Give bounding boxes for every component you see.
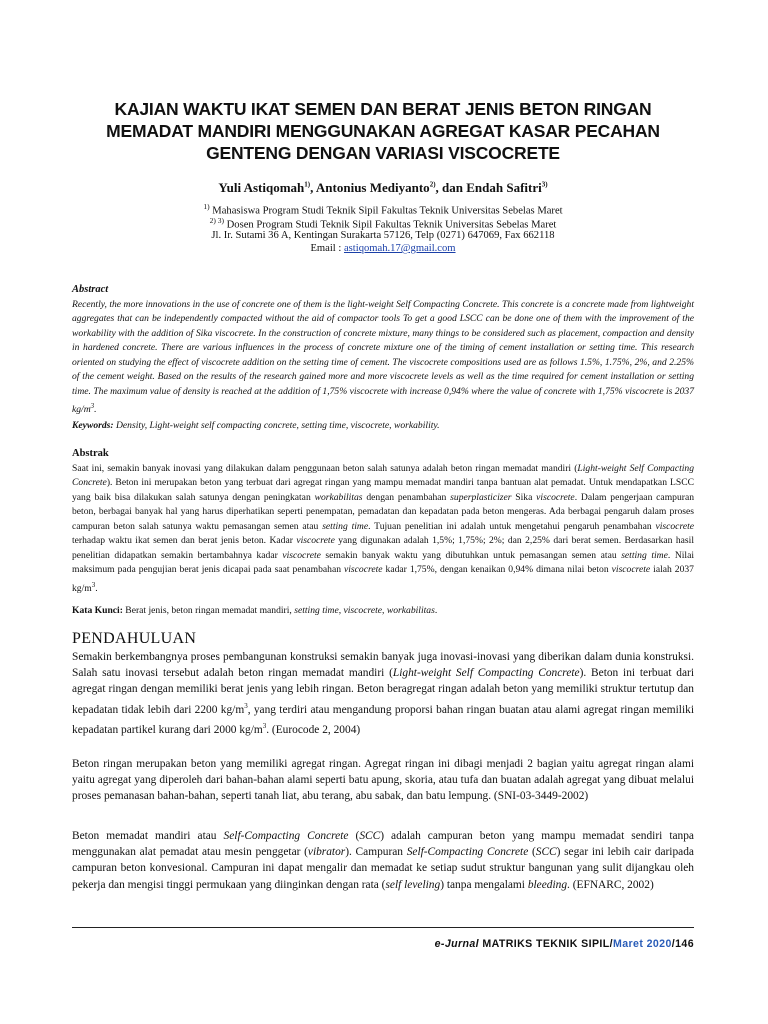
aff-text: Dosen Program Studi Teknik Sipil Fakultas Teknik Universitas Sebelas Maret (226, 219, 557, 231)
aff-text: Mahasiswa Program Studi Teknik Sipil Fakultas Teknik Universitas Sebelas Maret (212, 205, 563, 217)
abstract-en (72, 283, 694, 418)
abstract-id (72, 447, 694, 596)
address: Jl. Ir. Sutami 36 A, Kentingan Surakarta 57126, Telp (0271) 647069, Fax 662118 (211, 230, 555, 241)
title-line: GENTENG DENGAN VARIASI VISCOCRETE (206, 143, 560, 163)
keywords-id: Kata Kunci: Berat jenis, beton ringan memadat mandiri, setting time, viscocrete, workabilitas. (72, 605, 438, 616)
author-name: Antonius Mediyanto (315, 180, 430, 195)
page-number: 146 (675, 938, 694, 950)
body-paragraph-1: Semakin berkembangnya proses pembangunan konstruksi semakin banyak juga inovasi-inovasi yang diberikan dalam dunia konstruksi. Salah satu inovasi tersebut adalah beton ringan memadat mandiri (Light-weight Self Compacting Concrete). Beton ini terbuat dari agregat ringan dengan memiliki berat jenis yang lebih ringan. Beton beragregat ringan adalah beton yang memiliki struktur tertutup dan kepadatan tidak lebih dari 2200 $kg/m^3$, yang terdiri atau mengandung proporsi bahan ringan buatan atau alami agregat ringan memiliki kepadatan partikel kurang dari 2000 $kg/m^3$. (Eurocode 2, 2004) (72, 651, 695, 736)
author-name: Endah Safitri (466, 180, 542, 195)
keywords-label: Keywords: (72, 420, 114, 431)
body-paragraph-2: Beton ringan merupakan beton yang memiliki agregat ringan. Agregat ringan ini dibagi menjadi 2 bagian yaitu agregat ringan alami yaitu agregat yang diperoleh dari bahan-bahan alami seperti batu apung, skoria, atau tufa dan buatan adalah agregat yang dibuat melalui proses pemanasan bahan-bahan, seperti tanah liat, abu terang, abu sabak, dan batu lempung. (SNI-03-3449-2002) (72, 758, 694, 803)
aff-sup: 1) (203, 202, 210, 211)
aff-sup: 2) 3) (209, 216, 224, 225)
body-paragraph-3: Beton memadat mandiri atau Self-Compacting Concrete (SCC) adalah campuran beton yang mampu memadat sendiri tanpa menggunakan alat pemadat atau mesin penggetar (vibrator). Campuran Self-Compacting Concrete (SCC) segar ini lebih cair daripada campuran beton konvesional. Campuran ini dapat mengalir dan memadat ke setiap sudut struktur bangunan yang sulit dijangkau oleh pekerja dan mengisi tinggi permukaan yang diinginkan dengan rata (self leveling) tanpa mengalami bleeding. (EFNARC, 2002) (72, 830, 694, 891)
keywords-en (72, 419, 694, 434)
kata-kunci-label: Kata Kunci: (72, 605, 123, 616)
author-name: Yuli Astiqomah (218, 180, 305, 195)
abstract-text: Recently, the more innovations in the use of concrete one of them is the light-weight Self Compacting Concrete. This concrete is a concrete made from lightweight aggregates that can be independently compacted without the aid of compactor tools To get a good LSCC can be done one of them with the improvement of the workability with the addition of Sika viscocrete. In the construction of concrete mixture, many things to be considered such as placement, compaction and density in hardened concrete. There are various influences in the process of concrete mixture one of the timing of cement installation or setting time. This research oriented on studying the effect of viscocrete addition on the setting time of cement. The viscocrete compositions used are as follows 1.5%, 1.75%, 2%, and 2.25% of the cement weight. Based on the results of the research gained more and more viscocrete levels as well as the time required for cement installation or setting time. The maximum value of density is reached at the addition of 1,75% viscocrete with increase 0,94% where the value of concrete with 1,75% viscocrete is 2037 $kg/m^3$. (72, 298, 694, 416)
footer-journal: e-Jurnal (434, 938, 480, 950)
author-list (72, 180, 694, 196)
abstrak-text: Saat ini, semakin banyak inovasi yang dilakukan dalam penggunaan beton salah satunya adalah beton ringan memadat mandiri (Light-weight Self Compacting Concrete). Beton ini merupakan beton yang terbuat dari agregat ringan yang mampu memadat mandiri tanpa bantuan alat pemadat. Untuk mendapatkan LSCC yang baik bisa dilakukan salah satunya dengan peningkatan workabilitas dengan penambahan superplasticizer Sika viscocrete. Dalam pengerjaan campuran beton, berbagai banyak hal yang harus diperhatikan seperti penempatan, pemadatan dan kepadatan pada beton mengeras. Ada berbagai pengaruh dalam proses campuran beton salah satunya waktu pemasangan semen atau setting time. Tujuan penelitian ini adalah untuk mengetahui pengaruh penambahan viscocrete terhadap waktu ikat semen dan berat jenis beton. Kadar viscocrete yang digunakan adalah 1,5%; 1,75%; 2%; dan 2,25% dari berat semen. Berdasarkan hasil penelitian didapatkan semakin bertambahnya kadar viscocrete semakin banyak waktu yang dibutuhkan untuk pemasangan semen atau setting time. Nilai maksimum pada pengujian berat jenis dicapai pada saat penambahan viscocrete kadar 1,75%, dengan kenaikan 0,94% dimana nilai beton viscocrete ialah 2037 $kg/m^3$. (72, 462, 695, 594)
email-line (72, 241, 694, 256)
keywords-text: Density, Light-weight self compacting concrete, setting time, viscocrete, workability. (113, 420, 440, 431)
author-separator: , (310, 180, 316, 195)
author-separator: , dan (435, 180, 467, 195)
abstrak-heading: Abstrak (72, 448, 109, 459)
title-line: MEMADAT MANDIRI MENGGUNAKAN AGREGAT KASAR PECAHAN (106, 121, 660, 141)
abstract-heading: Abstract (72, 284, 109, 295)
email-label: Email : (310, 243, 344, 254)
page-footer: e-Jurnal MATRIKS TEKNIK SIPIL/Maret 2020/146 (434, 938, 694, 950)
footer-name: MATRIKS TEKNIK SIPIL (479, 938, 610, 950)
author-sup: 2) (429, 180, 436, 189)
paper-title (72, 98, 694, 164)
title-line: KAJIAN WAKTU IKAT SEMEN DAN BERAT JENIS BETON RINGAN (114, 99, 652, 119)
footer-rule (72, 927, 694, 928)
author-sup: 3) (541, 180, 548, 189)
footer-date: Maret 2020 (612, 938, 672, 950)
email-link[interactable]: astiqomah.17@gmail.com (343, 243, 456, 254)
section-heading: PENDAHULUAN (72, 630, 197, 647)
author-sup: 1) (304, 180, 311, 189)
